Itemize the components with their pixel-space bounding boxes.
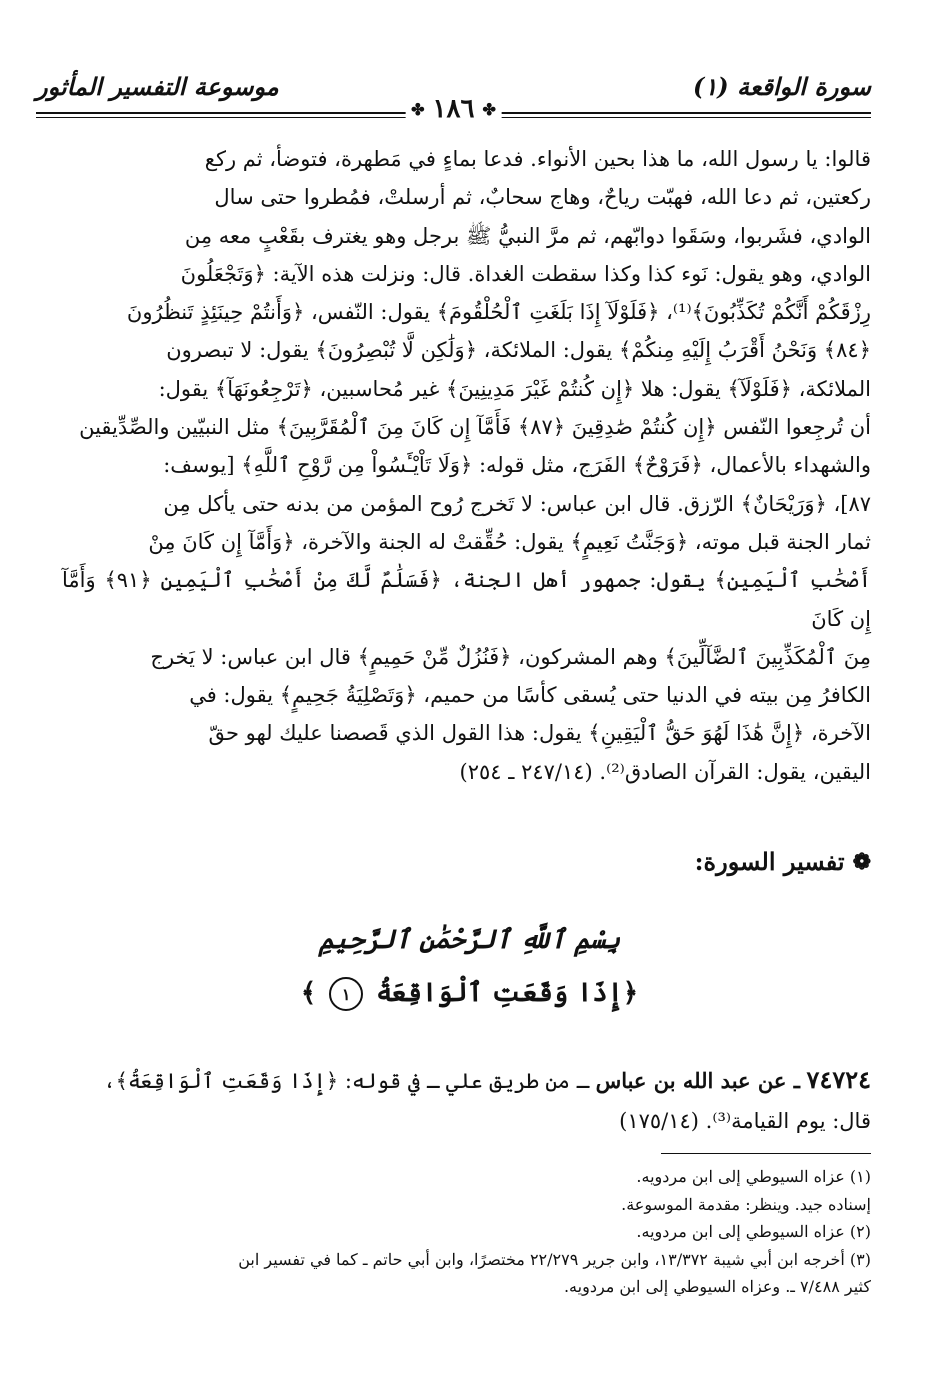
hadith-number: ٧٤٧٢٤ bbox=[806, 1065, 871, 1094]
footnote: (٢) عزاه السيوطي إلى ابن مردويه. bbox=[636, 1222, 871, 1241]
hadith-narrator: ـ عن عبد الله بن عباس bbox=[595, 1068, 800, 1093]
text-line: الوادي، فشَربوا، وسَقَوا دوابّهم، ثم مرَّ النبيُّ ﷺ برجل وهو يغترف بقَعْبٍ معه مِن bbox=[184, 223, 871, 248]
text-line: الآخرة، ﴿إِنَّ هَٰذَا لَهُوَ حَقُّ ٱلْيَقِينِ﴾ يقول: هذا القول الذي قَصصنا عليك لهو حقّ bbox=[208, 721, 871, 746]
hadith-entry bbox=[62, 1060, 871, 1141]
text-line: والشهداء بالأعمال، ﴿فَرَوْحٌ﴾ الفَرَج، مثل قوله: ﴿وَلَا تَاْيْـَٔسُواْ مِن رَّوْحِ ٱللَّهِ﴾ [يوسف: bbox=[163, 453, 871, 478]
text-line: الوادي، وهو يقول: نَوء كذا وكذا سقطت الغداة. قال: ونزلت هذه الآية: ﴿وَتَجْعَلُونَ bbox=[180, 261, 871, 286]
text-line: أن تُرجِعوا النّفس ﴿إِن كُنتُمْ صَٰدِقِينَ ﴿٨٧﴾ فَأَمَّآ إِن كَانَ مِنَ ٱلْمُقَرَّبِينَ﴾ مثل النبيّين والصِّدِّيقين bbox=[79, 415, 871, 440]
surah-title: سورة الواقعة (١) bbox=[693, 72, 871, 101]
ayah-line bbox=[0, 977, 939, 1011]
ayah-text: ﴿إِذَا وَقَعَتِ ٱلْوَاقِعَةُ bbox=[376, 978, 639, 1008]
footnote: كثير ٧/٤٨٨ ـ. وعزاه السيوطي إلى ابن مردويه. bbox=[563, 1277, 871, 1296]
footnotes bbox=[62, 1163, 871, 1301]
text-line: ركعتين، ثم دعا الله، فهبّت رياحٌ، وهاج سحابٌ، ثم أرسلتْ، فمُطروا حتى سال bbox=[214, 185, 871, 210]
text-line: اليقين، يقول: القرآن الصادق⁽²⁾. (٢٤٧/١٤ ـ ٢٥٤) bbox=[459, 759, 871, 784]
section-heading bbox=[695, 847, 871, 876]
text-line: الكافرُ مِن بيته في الدنيا حتى يُسقى كأسًا من حميم، ﴿وَتَصْلِيَةُ جَحِيمٍ﴾ يقول: في bbox=[189, 683, 871, 708]
text-line: ثمار الجنة قبل موته، ﴿وَجَنَّتُ نَعِيمٍ﴾ يقول: حُقِّقتْ له الجنة والآخرة، ﴿وَأَمَّآ إِن كَانَ مِنْ bbox=[148, 529, 871, 554]
ornament-icon: ✤ bbox=[411, 99, 425, 119]
flower-ornament-icon: ❁ bbox=[852, 848, 871, 875]
basmala: بِسْمِ ٱللَّهِ ٱلرَّحْمَٰنِ ٱلرَّحِيمِ bbox=[318, 925, 621, 955]
hadith-text: ـ من طريق علي ـ في قوله: ﴿إِذَا وَقَعَتِ ٱلْوَاقِعَةُ﴾، bbox=[103, 1069, 596, 1093]
text-line: قالوا: يا رسول الله، ما هذا بحين الأنواء. فدعا بماءٍ في مَطهرة، فتوضأ، ثم ركع bbox=[204, 147, 871, 171]
page-number: ١٨٦ bbox=[432, 94, 475, 124]
footnote-separator bbox=[661, 1153, 871, 1154]
ornament-icon: ✤ bbox=[482, 99, 496, 119]
hadith-text-line2: قال: يوم القيامة⁽³⁾. (١٧٥/١٤) bbox=[619, 1109, 871, 1133]
text-line: ٨٧]، ﴿وَرَيْحَانٌ﴾ الرّزق. قال ابن عباس: لا تَخرج رُوح المؤمن من بدنه حتى يأكل مِن bbox=[163, 491, 871, 516]
page-header bbox=[36, 66, 871, 124]
footnote: إسناده جيد. وينظر: مقدمة الموسوعة. bbox=[621, 1194, 871, 1214]
footnote: (١) عزاه السيوطي إلى ابن مردويه. bbox=[636, 1167, 871, 1186]
text-line: أَصْحَٰبِ ٱلْيَمِينِ﴾ يقول: جمهور أهل الجنة، ﴿فَسَلَٰمٌ لَّكَ مِنْ أَصْحَٰبِ ٱلْيَمِينِ ﴿٩١﴾ وَأَمَّآ إِن كَانَ bbox=[62, 568, 872, 631]
text-line: رِزْقَكُمْ أَنَّكُمْ تُكَذِّبُونَ﴾⁽¹⁾، ﴿فَلَوْلَآ إِذَا بَلَغَتِ ٱلْحُلْقُومَ﴾ يقول: النّفس، ﴿وَأَنتُمْ حِينَئِذٍ تَنظُرُونَ bbox=[126, 300, 871, 325]
ayah-close-bracket: ﴾ bbox=[300, 978, 317, 1008]
text-line: الملائكة، ﴿فَلَوْلَآ﴾ يقول: هلا ﴿إِن كُنتُمْ غَيْرَ مَدِينِينَ﴾ غير مُحاسبين، ﴿تَرْجِعُونَهَآ﴾ يقول: bbox=[158, 376, 871, 401]
ayah-number-circle: ١ bbox=[329, 977, 363, 1011]
body-text bbox=[62, 140, 871, 791]
footnote: (٣) أخرجه ابن أبي شيبة ١٣/٣٧٢، وابن جرير ٢٢/٢٧٩ مختصرًا، وابن أبي حاتم ـ كما في تفسير ابن bbox=[238, 1249, 871, 1269]
text-line: مِنَ ٱلْمُكَذِّبِينَ ٱلضَّآلِّينَ﴾ وهم المشركون، ﴿فَنُزُلٌ مِّنْ حَمِيمٍ﴾ قال ابن عباس: لا يَخرج bbox=[150, 644, 871, 669]
text-line: ﴿٨٤﴾ وَنَحْنُ أَقْرَبُ إِلَيْهِ مِنكُمْ﴾ يقول: الملائكة، ﴿وَلَٰكِن لَّا تُبْصِرُونَ﴾ يقول: لا تبصرون bbox=[166, 338, 871, 363]
book-title: موسوعة التفسير المأثور bbox=[36, 72, 279, 101]
page-number-block bbox=[405, 94, 502, 124]
section-title: تفسير السورة: bbox=[694, 847, 845, 876]
